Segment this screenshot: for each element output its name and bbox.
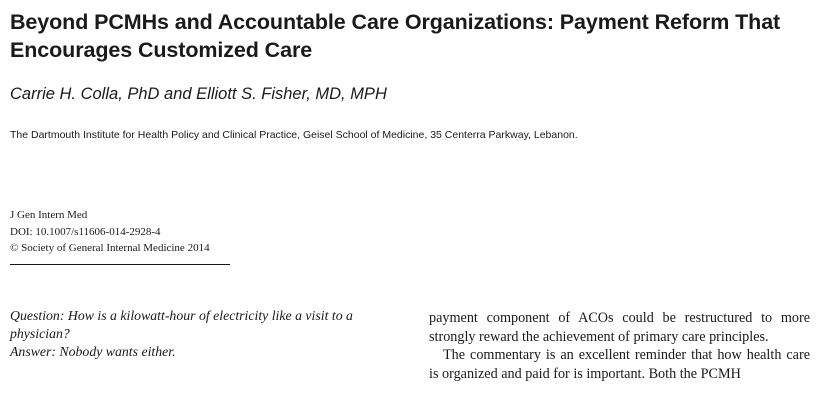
citation-block: [10, 207, 210, 257]
body-paragraph: The commentary is an excellent reminder that how health care is organized and paid for is important. Both the PCMH: [429, 347, 810, 382]
epigraph-question: Question: How is a kilowatt-hour of electricity like a visit to a physician?: [10, 308, 353, 341]
epigraph-answer: Answer: Nobody wants either.: [10, 344, 176, 359]
author-affiliation: The Dartmouth Institute for Health Policy and Clinical Practice, Geisel School of Medicine, 35 Centerra Parkway, Lebanon.: [10, 129, 578, 141]
author-list: Carrie H. Colla, PhD and Elliott S. Fisher, MD, MPH: [10, 85, 387, 103]
body-paragraph: payment component of ACOs could be restructured to more strongly reward the achievement of primary care principles.: [429, 310, 810, 345]
article-title: Beyond PCMHs and Accountable Care Organizations: Payment Reform That Encourages Customized Care: [10, 10, 781, 62]
section-divider: [10, 264, 230, 265]
doi-text: DOI: 10.1007/s11606-014-2928-4: [10, 225, 161, 238]
body-column: [429, 309, 810, 383]
journal-name: J Gen Intern Med: [10, 209, 88, 221]
epigraph: [10, 307, 405, 361]
copyright-text: © Society of General Internal Medicine 2014: [10, 242, 210, 254]
